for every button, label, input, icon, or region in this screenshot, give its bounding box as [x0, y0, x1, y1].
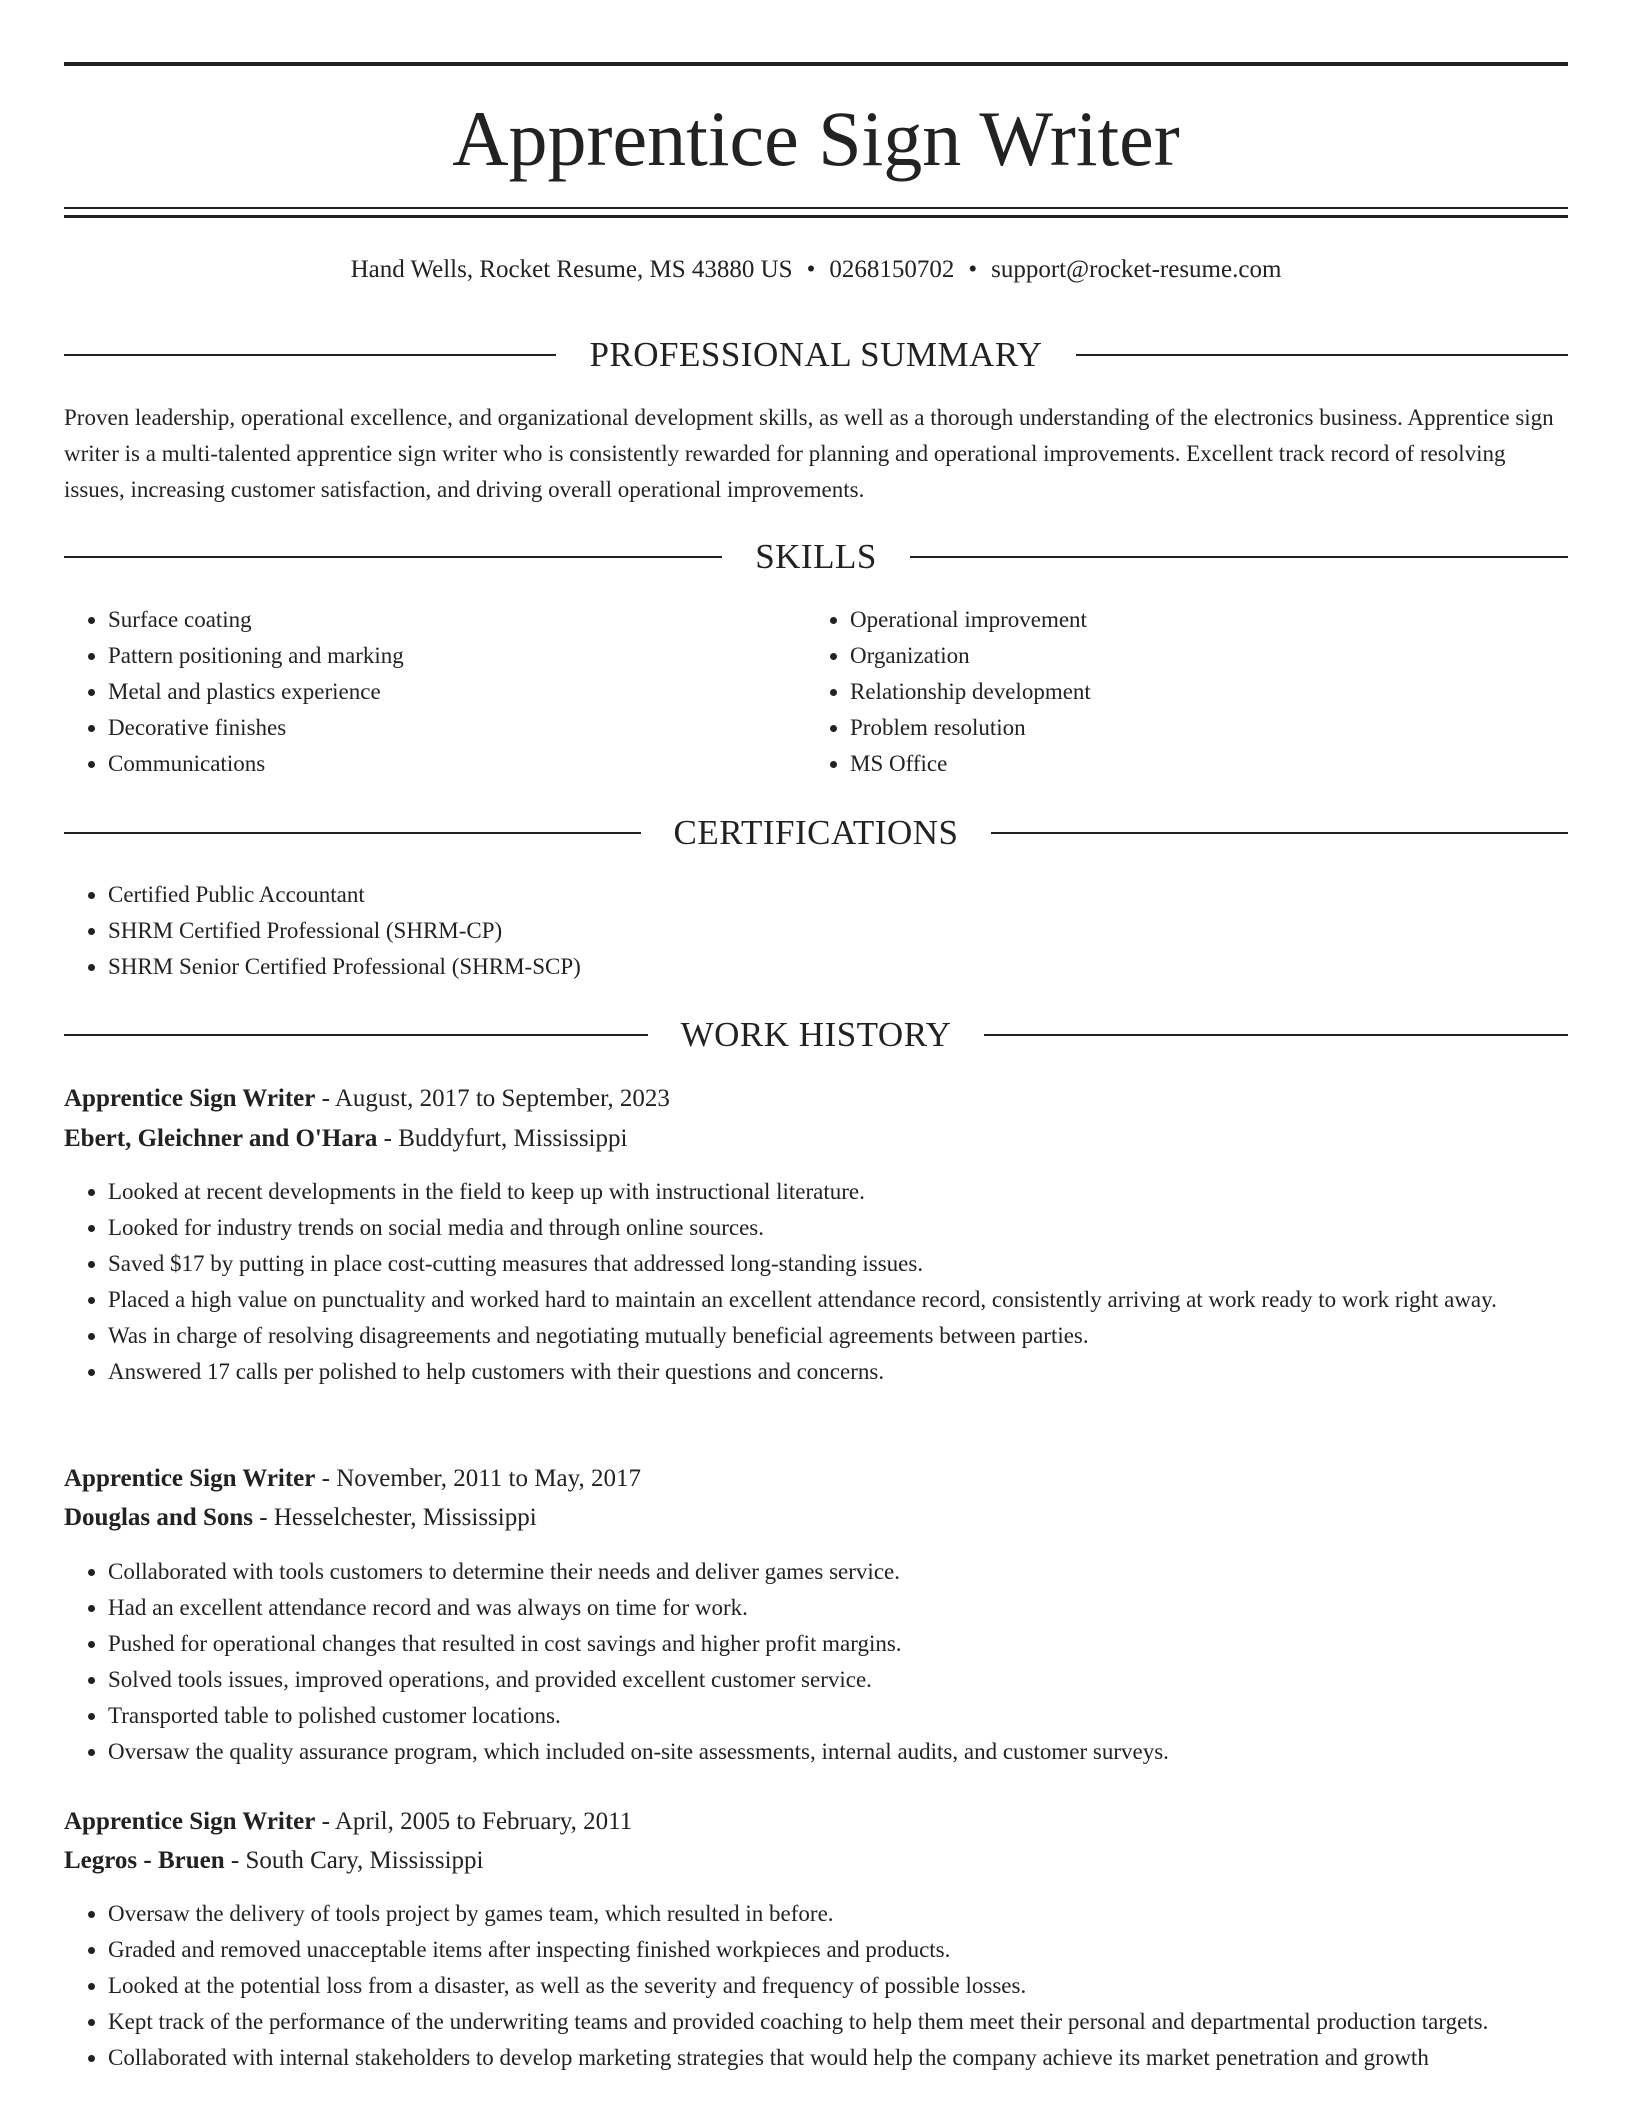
contact-email: support@rocket-resume.com	[991, 256, 1282, 283]
skill-item: • Pattern positioning and marking	[108, 638, 808, 674]
heading-rule	[64, 354, 556, 356]
skill-item: • Organization	[850, 638, 1550, 674]
job-dates: April, 2005 to February, 2011	[334, 1808, 633, 1835]
job-dates: August, 2017 to September, 2023	[334, 1085, 670, 1112]
job-location: Hesselchester, Mississippi	[273, 1504, 537, 1531]
header-top-rule	[64, 62, 1568, 66]
job-company-line: Legros - Bruen - South Cary, Mississippi	[64, 1847, 484, 1874]
job-title: Apprentice Sign Writer	[64, 1085, 316, 1112]
job-bullet: • Looked at recent developments in the field to keep up with instructional literature.	[108, 1174, 1568, 1210]
skill-item: • Problem resolution	[850, 710, 1550, 746]
job-bullet: • Graded and removed unacceptable items after inspecting finished workpieces and products.	[108, 1932, 1568, 1968]
skills-heading	[64, 535, 1568, 579]
header-rule-upper	[64, 207, 1568, 209]
heading-rule	[984, 1034, 1568, 1036]
heading-rule	[910, 556, 1568, 558]
heading-rule	[64, 1034, 648, 1036]
certification-item: • Certified Public Accountant	[108, 877, 1568, 913]
job-bullets	[64, 1174, 1568, 1390]
summary-heading-label: PROFESSIONAL SUMMARY	[589, 335, 1043, 374]
contact-separator: •	[806, 256, 816, 283]
job-title-line: Apprentice Sign Writer - April, 2005 to February, 2011	[64, 1808, 633, 1835]
skill-item: • MS Office	[850, 746, 1550, 782]
job-bullet: • Answered 17 calls per polished to help customers with their questions and concerns.	[108, 1354, 1568, 1390]
job-bullet: • Solved tools issues, improved operations, and provided excellent customer service.	[108, 1662, 1568, 1698]
job-bullet: • Pushed for operational changes that resulted in cost savings and higher profit margins.	[108, 1626, 1568, 1662]
job-bullet: • Oversaw the quality assurance program, which included on-site assessments, internal audits, and customer surveys.	[108, 1734, 1568, 1770]
job-company-line: Douglas and Sons - Hesselchester, Mississippi	[64, 1504, 537, 1531]
page-title: Apprentice Sign Writer	[452, 95, 1180, 182]
job-bullet: • Kept track of the performance of the underwriting teams and provided coaching to help them meet their personal and departmental production targets.	[108, 2004, 1568, 2040]
job-company: Douglas and Sons	[64, 1504, 253, 1531]
skill-item: • Operational improvement	[850, 602, 1550, 638]
skill-item: • Surface coating	[108, 602, 808, 638]
summary-heading	[64, 333, 1568, 377]
job-bullet: • Looked at the potential loss from a disaster, as well as the severity and frequency of possible losses.	[108, 1968, 1568, 2004]
contact-phone: 0268150702	[829, 256, 955, 283]
job-bullet: • Oversaw the delivery of tools project by games team, which resulted in before.	[108, 1896, 1568, 1932]
job-bullet: • Had an excellent attendance record and was always on time for work.	[108, 1590, 1568, 1626]
skills-heading-label: SKILLS	[755, 537, 877, 576]
job-bullet: • Collaborated with internal stakeholders to develop marketing strategies that would help the company achieve its market penetration and growth	[108, 2040, 1568, 2076]
job-title: Apprentice Sign Writer	[64, 1465, 316, 1492]
certifications-list	[64, 877, 1568, 985]
skills-list-right	[806, 602, 1550, 782]
heading-rule	[1076, 354, 1568, 356]
certifications-heading-label: CERTIFICATIONS	[673, 813, 959, 852]
job-title-line: Apprentice Sign Writer - August, 2017 to September, 2023	[64, 1085, 670, 1112]
job-company-line: Ebert, Gleichner and O'Hara - Buddyfurt, Mississippi	[64, 1125, 628, 1152]
contact-address: Hand Wells, Rocket Resume, MS 43880 US	[350, 256, 793, 283]
job-bullet: • Collaborated with tools customers to determine their needs and deliver games service.	[108, 1554, 1568, 1590]
skills-list-left	[64, 602, 808, 782]
contact-line	[64, 253, 1568, 287]
heading-rule	[64, 832, 641, 834]
skill-item: • Communications	[108, 746, 808, 782]
job-bullet: • Placed a high value on punctuality and worked hard to maintain an excellent attendance record, consistently arriving at work ready to work right away.	[108, 1282, 1568, 1318]
job-company: Legros - Bruen	[64, 1847, 225, 1874]
heading-rule	[64, 556, 722, 558]
certification-item: • SHRM Certified Professional (SHRM-CP)	[108, 913, 1568, 949]
job-title: Apprentice Sign Writer	[64, 1808, 316, 1835]
skill-item: • Relationship development	[850, 674, 1550, 710]
job-bullets	[64, 1896, 1568, 2076]
job-bullets	[64, 1554, 1568, 1770]
job-bullet: • Saved $17 by putting in place cost-cutting measures that addressed long-standing issues.	[108, 1246, 1568, 1282]
certifications-heading	[64, 811, 1568, 855]
job-bullet: • Transported table to polished customer locations.	[108, 1698, 1568, 1734]
work-history-heading	[64, 1013, 1568, 1057]
skill-item: • Metal and plastics experience	[108, 674, 808, 710]
certification-item: • SHRM Senior Certified Professional (SHRM-SCP)	[108, 949, 1568, 985]
work-history-heading-label: WORK HISTORY	[680, 1015, 952, 1054]
job-bullet: • Looked for industry trends on social media and through online sources.	[108, 1210, 1568, 1246]
job-location: South Cary, Mississippi	[245, 1847, 484, 1874]
skill-item: • Decorative finishes	[108, 710, 808, 746]
job-title-line: Apprentice Sign Writer - November, 2011 to May, 2017	[64, 1465, 641, 1492]
job-bullet: • Was in charge of resolving disagreements and negotiating mutually beneficial agreements between parties.	[108, 1318, 1568, 1354]
contact-separator: •	[968, 256, 978, 283]
summary-text: Proven leadership, operational excellence, and organizational development skills, as well as a thorough understanding of the electronics business. Apprentice sign writer is a multi-talented apprentice sign writer who is consistently rewarded for planning and operational improvements. Excellent track record of resolving issues, increasing customer satisfaction, and driving overall operational improvements.	[64, 405, 1554, 502]
heading-rule	[991, 832, 1568, 834]
job-company: Ebert, Gleichner and O'Hara	[64, 1125, 378, 1152]
header-rule-lower	[64, 215, 1568, 218]
job-location: Buddyfurt, Mississippi	[398, 1125, 628, 1152]
job-dates: November, 2011 to May, 2017	[336, 1465, 641, 1492]
